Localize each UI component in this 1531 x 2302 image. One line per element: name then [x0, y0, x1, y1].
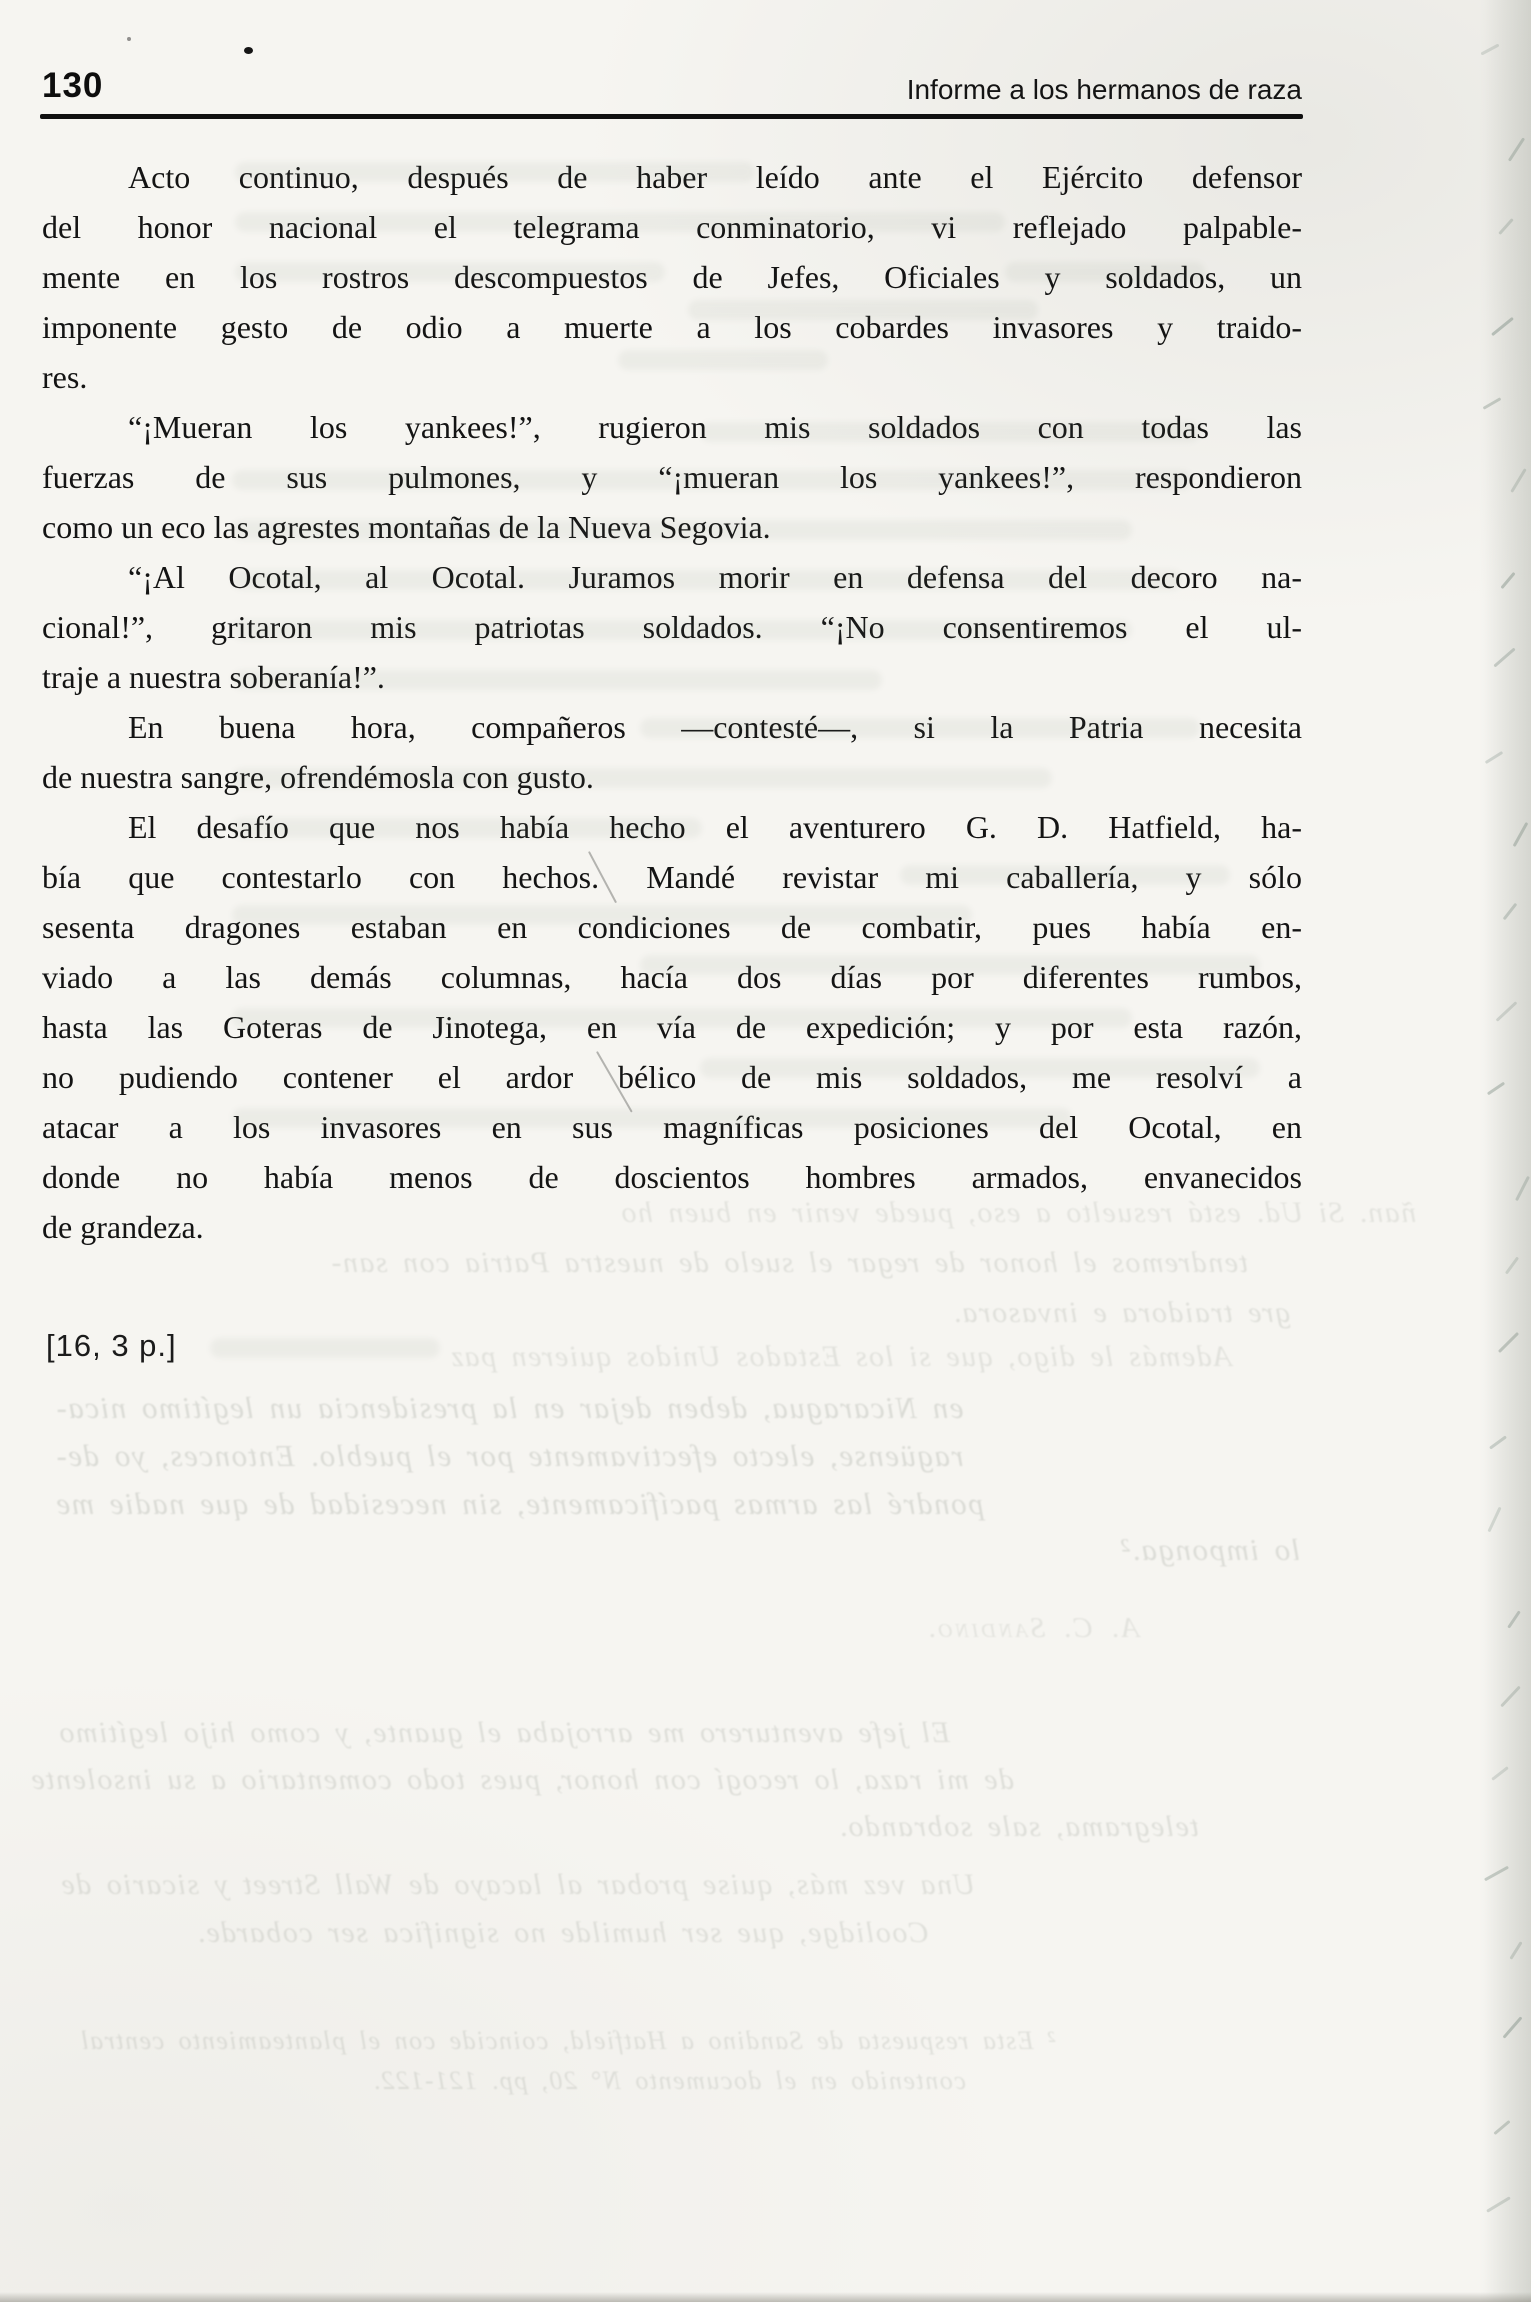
text-line: “¡Mueran los yankees!”, rugieron mis soldados con todas las — [128, 409, 1302, 445]
bleedthrough-smudge — [688, 300, 1038, 320]
bleedthrough-line-text: tendremos el honor de regar el suelo de nuestra Patria con san- — [330, 1246, 1249, 1279]
text-line: “¡Al Ocotal, al Ocotal. Juramos morir en defensa del decoro na- — [128, 559, 1302, 595]
bleedthrough-smudge — [640, 955, 1260, 975]
text-line: atacar a los invasores en sus magníficas posiciones del Ocotal, en — [42, 1109, 1302, 1145]
bleedthrough-smudge — [618, 350, 828, 370]
text-line: viado a las demás columnas, hacía dos días por diferentes rumbos, — [42, 959, 1302, 995]
bleedthrough-smudge — [232, 620, 1132, 640]
bleedthrough-smudge — [232, 818, 702, 838]
text-line: fuerzas de sus pulmones, y “¡mueran los yankees!”, respondieron — [42, 459, 1302, 495]
bleedthrough-line — [330, 1246, 1248, 1280]
bleedthrough-line-text: de mi raza, lo recogí con honor, pues todo comentario a su insolente — [30, 1763, 1015, 1796]
bleedthrough-line — [58, 1716, 950, 1750]
text-line: no pudiendo contener el ardor bélico de mis soldados, me resolví a — [42, 1059, 1302, 1095]
text-line: de grandeza. — [42, 1209, 204, 1245]
bleedthrough-line — [925, 1612, 1139, 1645]
bleedthrough-line-text: A. C. Sandino. — [925, 1612, 1140, 1644]
bleedthrough-line-text: ragüense, electo efectivamente por el pueblo. Entonces, yo de- — [55, 1438, 964, 1473]
bleedthrough-line — [952, 1296, 1290, 1330]
running-header: Informe a los hermanos de raza — [906, 74, 1302, 105]
text-line: cional!”, gritaron mis patriotas soldados. “¡No consentiremos el ul- — [42, 609, 1302, 645]
bleedthrough-line-text: El jefe aventurero me arrojaba el guante, y como hijo legítimo — [58, 1716, 951, 1749]
text-line: sesenta dragones estaban en condiciones de combatir, pues había en- — [42, 909, 1302, 945]
bleedthrough-line-text: gre traidora e invasora. — [952, 1296, 1291, 1329]
text-line: El desafío que nos había hecho el aventurero G. D. Hatfield, ha- — [128, 809, 1302, 845]
page-bottom-edge — [0, 2292, 1531, 2302]
bleedthrough-line — [60, 1868, 975, 1902]
bleedthrough-smudge — [232, 470, 1192, 490]
text-line: imponente gesto de odio a muerte a los cobardes invasores y traido- — [42, 309, 1302, 345]
text-line: bía que contestarlo con hechos. Mandé revistar mi caballería, y sólo — [42, 859, 1302, 895]
bleedthrough-smudge — [232, 670, 882, 690]
bleedthrough-line — [55, 1390, 963, 1426]
bleedthrough-smudge — [232, 1008, 1132, 1028]
bleedthrough-smudge — [900, 865, 1230, 885]
text-line: traje a nuestra soberanía!”. — [42, 659, 385, 695]
bleedthrough-line-text: ² Esta respuesta de Sandino a Hatfield, coincide con el planteamiento central — [80, 2026, 1056, 2055]
body-text — [42, 152, 1302, 1252]
bleedthrough-smudge — [235, 212, 1005, 232]
text-line: hasta las Goteras de Jinotega, en vía de expedición; y por esta razón, — [42, 1009, 1302, 1045]
bleedthrough-line — [55, 1438, 964, 1474]
bleedthrough-line-text: Coolidge, que ser humilde no significa ser cobarde. — [196, 1916, 929, 1949]
bleedthrough-line-text: ñan. Si Ud. está resuelto a eso, puede venir en buen ho — [620, 1196, 1417, 1229]
bleedthrough-smudge — [235, 262, 665, 282]
bleedthrough-line — [196, 1916, 929, 1950]
bleedthrough-smudge — [232, 520, 1132, 540]
bleedthrough-line — [372, 2066, 966, 2096]
text-line: res. — [42, 359, 88, 395]
bleedthrough-line — [1120, 1532, 1300, 1568]
text-line: mente en los rostros descompuestos de Jefes, Oficiales y soldados, un — [42, 259, 1302, 295]
page-edge-shading — [1485, 0, 1531, 2302]
text-line: En buena hora, compañeros —contesté—, si la Patria necesita — [128, 709, 1302, 745]
bleedthrough-line-text: en Nicaragua, deben dejar en la presidencia un legítimo nica- — [55, 1390, 964, 1425]
bleedthrough-smudge — [232, 768, 1052, 788]
bleedthrough-line — [450, 1340, 1232, 1374]
text-line: del honor nacional el telegrama conminatorio, vi reflejado palpable- — [42, 209, 1302, 245]
bleedthrough-line — [620, 1196, 1416, 1230]
text-line: de nuestra sangre, ofrendémosla con gusto. — [42, 759, 594, 795]
bleedthrough-line-text: Una vez más, quise probar al lacayo de Wall Street y sicario de — [60, 1868, 976, 1901]
bleedthrough-smudge — [700, 1058, 1260, 1078]
bleedthrough-smudge — [232, 1108, 1072, 1128]
bleedthrough-line-text: contenido en el documento N° 20, pp. 121-122. — [372, 2066, 966, 2095]
archive-reference: [16, 3 p.] — [46, 1328, 177, 1363]
bleedthrough-smudge — [232, 570, 1182, 590]
bleedthrough-line — [55, 1486, 984, 1522]
bleedthrough-line-text: Además le digo, que si los Estados Unidos quieren paz — [450, 1340, 1232, 1373]
bleedthrough-line-text: pondré las armas pacíficamente, sin necesidad de que nadie me — [55, 1486, 984, 1521]
bleedthrough-line — [838, 1810, 1199, 1844]
bleedthrough-line — [30, 1763, 1014, 1797]
text-line: Acto continuo, después de haber leído ante el Ejército defensor — [128, 159, 1302, 195]
bleedthrough-smudge — [700, 422, 1200, 442]
bleedthrough-smudge — [640, 718, 1200, 738]
text-line: como un eco las agrestes montañas de la Nueva Segovia. — [42, 509, 771, 545]
ink-speck — [244, 47, 253, 54]
bleedthrough-line — [80, 2026, 1056, 2056]
text-line: donde no había menos de doscientos hombres armados, envanecidos — [42, 1159, 1302, 1195]
header-rule — [40, 114, 1303, 119]
page-number: 130 — [42, 66, 104, 105]
bleedthrough-line-text: lo imponga.² — [1120, 1532, 1301, 1567]
bleedthrough-smudge — [1005, 262, 1205, 282]
bleedthrough-smudge — [210, 1338, 440, 1358]
ink-speck — [127, 37, 131, 41]
bleedthrough-smudge — [232, 905, 972, 925]
bleedthrough-line-text: telegrama, sale sobrando. — [838, 1810, 1199, 1843]
bleedthrough-smudge — [235, 162, 755, 182]
